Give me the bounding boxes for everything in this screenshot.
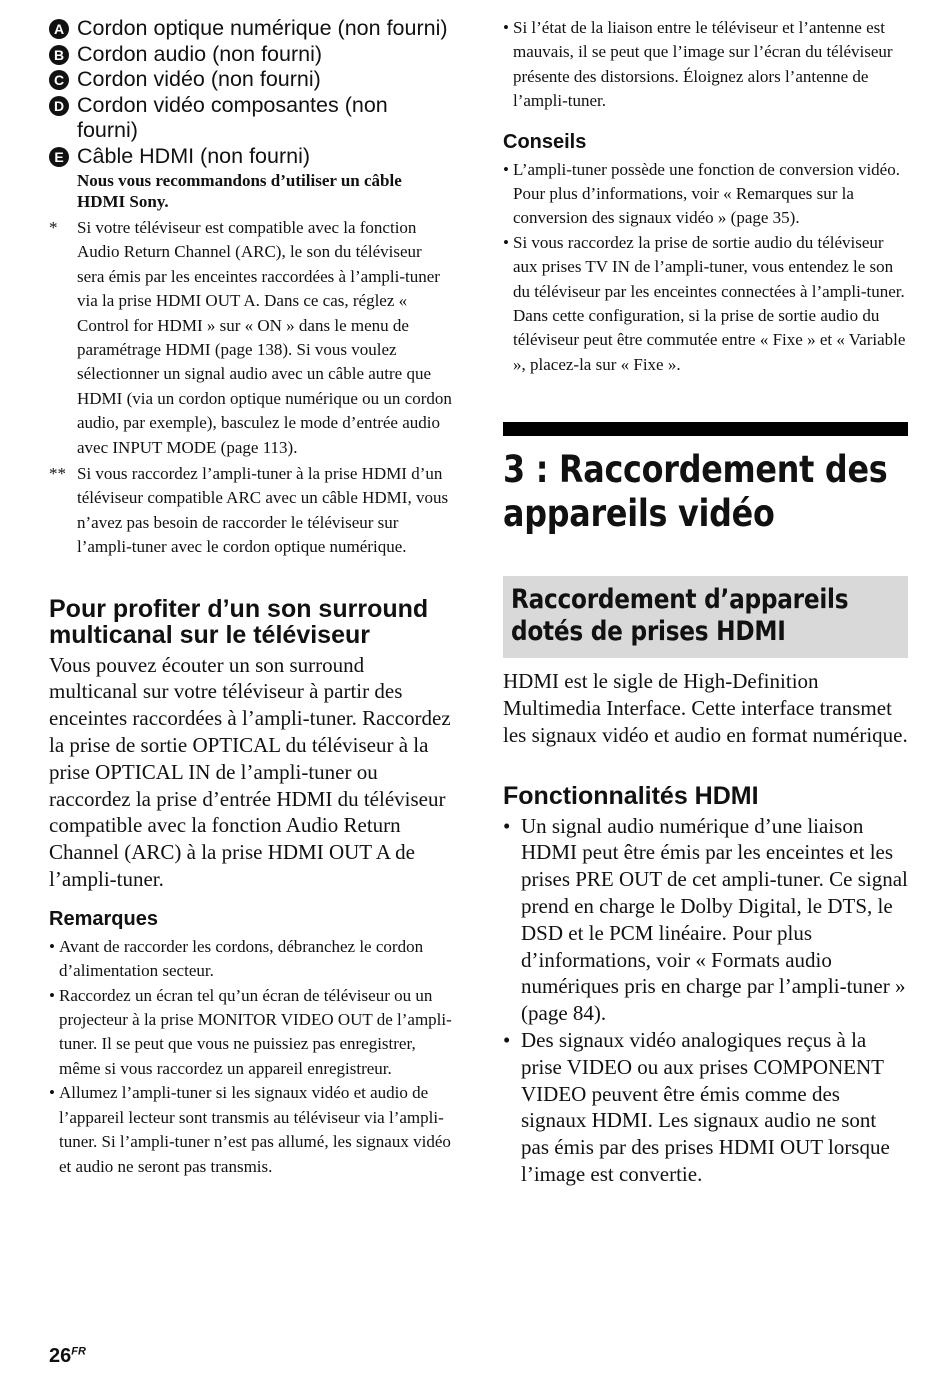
legend-item-c <box>49 67 453 93</box>
list-item: • L’ampli-tuner possède une fonction de conversion vidéo. Pour plus d’informations, voir « Remarques sur la conversion des signaux vidéo » (page 35). <box>503 158 908 231</box>
hdmi-intro: HDMI est le sigle de High-Definition Multimedia Interface. Cette interface transmet les signaux vidéo et audio en format numérique. <box>503 669 908 747</box>
page-number-value: 26 <box>49 1345 72 1367</box>
features-heading: Fonctionnalités HDMI <box>503 781 759 810</box>
page-number-suffix: FR <box>71 1345 86 1358</box>
footnote-2 <box>49 462 453 560</box>
right-column <box>503 16 908 1188</box>
conseils-list <box>503 158 908 378</box>
legend-badge-c: C <box>49 70 69 90</box>
surround-heading: Pour profiter d’un son surround multicanal sur le téléviseur <box>49 594 429 649</box>
conseils-heading: Conseils <box>503 130 587 153</box>
legend-badge-b: B <box>49 45 69 65</box>
chapter-divider <box>503 422 908 436</box>
section-title: Raccordement d’appareils dotés de prises HDMI <box>511 584 849 648</box>
cable-legend <box>49 16 453 169</box>
legend-text-c: Cordon vidéo (non fourni) <box>77 67 321 91</box>
legend-text-b: Cordon audio (non fourni) <box>77 41 323 66</box>
legend-badge-d: D <box>49 96 69 116</box>
list-item: • Si vous raccordez la prise de sortie audio du téléviseur aux prises TV IN de l’ampli-tuner, vous entendez le son du téléviseur par les enceintes connectées à l’ampli-tuner. Dans cette configuration, si la prise de sortie audio du téléviseur peut être commutée entre « Fixe » et « Variable », placez-la sur « Fixe ». <box>503 231 908 377</box>
footnote-mark: ** <box>49 464 66 484</box>
list-item: • Un signal audio numérique d’une liaison HDMI peut être émis par les enceintes et les prises PRE OUT de cet ampli-tuner. Ce signal prend en charge le Dolby Digital, le DTS, le DSD et le PCM linéaire. Pour plus d’informations, voir « Formats audio numériques pris en charge par l’ampli-tuner » (page 84). <box>503 813 908 1027</box>
legend-item-e <box>49 144 453 170</box>
footnote-1 <box>49 216 453 460</box>
chapter-title: 3 : Raccordement des appareils vidéo <box>503 448 888 536</box>
list-item: • Des signaux vidéo analogiques reçus à la prise VIDEO ou aux prises COMPONENT VIDEO peuvent être émis comme des signaux HDMI. Les signaux audio ne sont pas émis par des prises HDMI OUT lorsque l’image est convertie. <box>503 1027 908 1188</box>
legend-item-a <box>49 16 453 42</box>
legend-badge-e: E <box>49 147 69 167</box>
surround-body: Vous pouvez écouter un son surround multicanal sur votre téléviseur à partir des enceintes raccordées à l’ampli-tuner. Raccordez la prise de sortie OPTICAL du téléviseur à la prise OPTICAL IN de l’ampli-tuner ou raccordez la prise d’entrée HDMI du téléviseur compatible avec la fonction Audio Return Channel (ARC) à la prise HDMI OUT A de l’ampli-tuner. <box>49 652 451 892</box>
legend-text-d: Cordon vidéo composantes (non fourni) <box>77 92 388 142</box>
legend-badge-a: A <box>49 19 69 39</box>
list-item: • Avant de raccorder les cordons, débranchez le cordon d’alimentation secteur. <box>49 935 453 984</box>
list-item: • Raccordez un écran tel qu’un écran de téléviseur ou un projecteur à la prise MONITOR VIDEO OUT de l’ampli-tuner. Il se peut que vous ne puissiez pas enregistrer, même si vous raccordez un appareil enregistreur. <box>49 984 453 1082</box>
legend-note: Nous vous recommandons d’utiliser un câble HDMI Sony. <box>77 171 402 211</box>
list-item: • Allumez l’ampli-tuner si les signaux vidéo et audio de l’appareil lecteur sont transmis au téléviseur via l’ampli-tuner. Si l’ampli-tuner n’est pas allumé, les signaux vidéo et audio ne seront pas transmis. <box>49 1081 453 1179</box>
features-list <box>503 813 908 1188</box>
left-column <box>49 0 453 1179</box>
legend-text-a: Cordon optique numérique (non fourni) <box>77 16 448 40</box>
remarques-heading: Remarques <box>49 907 158 930</box>
section-title-box <box>503 576 908 658</box>
footnote-text: Si votre téléviseur est compatible avec la fonction Audio Return Channel (ARC), le son du téléviseur sera émis par les enceintes raccordées à l’ampli-tuner via la prise HDMI OUT A. Dans ce cas, réglez « Control for HDMI » sur « ON » dans le menu de paramétrage HDMI (page 138). Si vous voulez sélectionner un signal audio avec un câble autre que HDMI (via un cordon optique numérique ou un cordon audio, par exemple), basculez le mode d’entrée audio avec INPUT MODE (page 113). <box>77 218 452 457</box>
legend-item-b <box>49 42 453 68</box>
footnote-text: Si vous raccordez l’ampli-tuner à la prise HDMI d’un téléviseur compatible ARC avec un câble HDMI, vous n’avez pas besoin de raccorder le téléviseur sur l’ampli-tuner avec le cordon optique numérique. <box>77 464 449 557</box>
list-item: • Si l’état de la liaison entre le téléviseur et l’antenne est mauvais, il se peut que l’image sur l’écran du téléviseur présente des distorsions. Éloignez alors l’antenne de l’ampli-tuner. <box>503 16 908 114</box>
remarques-continued-list <box>503 16 908 114</box>
footnote-mark: * <box>49 218 58 237</box>
remarques-list <box>49 935 453 1179</box>
legend-text-e: Câble HDMI (non fourni) <box>77 143 311 168</box>
page-number <box>49 1345 86 1368</box>
legend-item-d <box>49 93 453 144</box>
